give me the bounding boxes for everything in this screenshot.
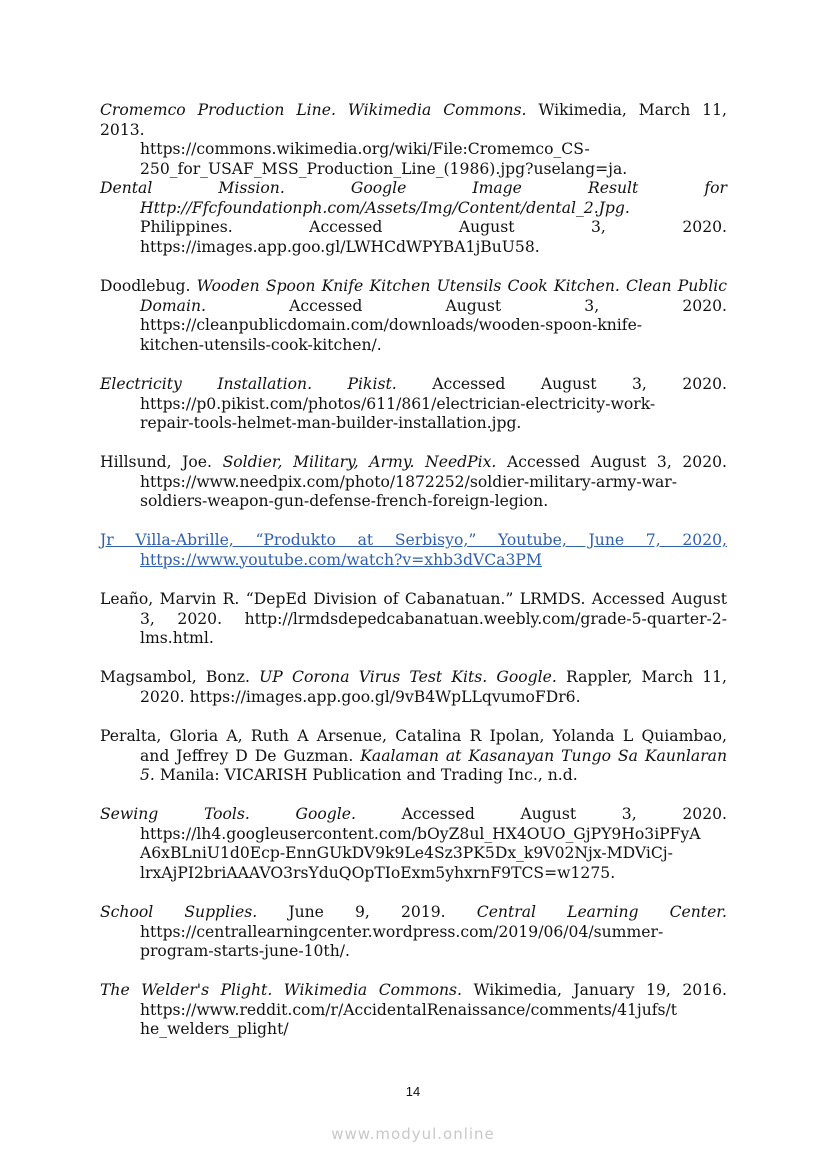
- text: lrxAjPI2briAAAVO3rsYduQOpTIoExm5yhxrnF9TCS=w1275.: [140, 863, 616, 882]
- reference-entry: [100, 101, 727, 179]
- text: Hillsund, Joe.: [100, 453, 223, 471]
- text: https://www.reddit.com/r/AccidentalRenaissance/comments/41jufs/t: [140, 1000, 678, 1019]
- reference-line: [100, 101, 727, 140]
- text: program-starts-june-10th/.: [140, 942, 350, 961]
- italic-text: Kaalaman at Kasanayan Tungo Sa Kaunlaran: [360, 746, 727, 765]
- text: lms.html.: [140, 629, 214, 648]
- italic-text: Http://Ffcfoundationph.com/Assets/Img/Content/dental_2.Jpg.: [140, 198, 630, 217]
- reference-line: [100, 825, 727, 845]
- reference-line: [100, 453, 727, 473]
- reference-entry: [100, 453, 727, 512]
- reference-line: [100, 981, 727, 1001]
- reference-line: [100, 1001, 727, 1021]
- reference-link-entry[interactable]: [100, 531, 727, 570]
- text: https://centrallearningcenter.wordpress.com/2019/06/04/summer-: [140, 922, 664, 941]
- text: Wikimedia, January 19, 2016.: [462, 981, 727, 999]
- reference-entry: [100, 668, 727, 707]
- italic-text: 5.: [140, 766, 155, 785]
- reference-line: [100, 199, 727, 219]
- text: June 9, 2019.: [257, 903, 477, 921]
- text: he_welders_plight/: [140, 1020, 289, 1039]
- text: 3, 2020. http://lrmdsdepedcabanatuan.weebly.com/grade-5-quarter-2-: [140, 609, 727, 628]
- reference-line: [100, 218, 727, 238]
- text: Jr Villa-Abrille, “Produkto at Serbisyo,” Youtube, June 7, 2020,: [100, 531, 727, 549]
- text: https://commons.wikimedia.org/wiki/File:Cromemco_CS-: [140, 140, 590, 159]
- text: kitchen-utensils-cook-kitchen/.: [140, 335, 382, 354]
- text: https://cleanpublicdomain.com/downloads/wooden-spoon-knife-: [140, 316, 643, 335]
- reference-line: [100, 923, 727, 943]
- italic-text: Domain.: [140, 296, 206, 315]
- reference-entry: [100, 590, 727, 649]
- text: https://www.youtube.com/watch?v=xhb3dVCa3PM: [140, 550, 542, 569]
- reference-line: [100, 375, 727, 395]
- reference-line: [100, 336, 727, 356]
- text: soldiers-weapon-gun-defense-french-foreign-legion.: [140, 492, 549, 511]
- reference-line: [100, 590, 727, 610]
- reference-line: [100, 414, 727, 434]
- italic-text: Sewing Tools. Google.: [100, 805, 356, 823]
- italic-text: The Welder's Plight. Wikimedia Commons.: [100, 981, 462, 999]
- text: 2020. https://images.app.goo.gl/9vB4WpLLqvumoFDr6.: [140, 687, 581, 706]
- text: A6xBLniU1d0Ecp-EnnGUkDV9k9Le4Sz3PK5Dx_k9V02Njx-MDViCj-: [140, 844, 673, 863]
- watermark: www.modyul.online: [331, 1125, 495, 1143]
- reference-line: [100, 844, 727, 864]
- text: https://images.app.goo.gl/LWHCdWPYBA1jBuU58.: [140, 237, 540, 256]
- reference-line: [100, 1020, 727, 1040]
- italic-text: Electricity Installation. Pikist.: [100, 375, 397, 393]
- reference-line: [100, 727, 727, 747]
- reference-line: [100, 140, 727, 160]
- reference-line: [100, 238, 727, 258]
- reference-entry: [100, 981, 727, 1040]
- reference-line: [100, 297, 727, 317]
- text: Peralta, Gloria A, Ruth A Arsenue, Catalina R Ipolan, Yolanda L Quiambao,: [100, 727, 727, 745]
- reference-line: [100, 277, 727, 297]
- text: Manila: VICARISH Publication and Trading Inc., n.d.: [154, 766, 578, 785]
- reference-line: [100, 316, 727, 336]
- text: Doodlebug.: [100, 277, 197, 295]
- text: Accessed August 3, 2020.: [205, 296, 727, 315]
- reference-line: [100, 747, 727, 767]
- text: Leaño, Marvin R. “DepEd Division of Cabanatuan.” LRMDS. Accessed August: [100, 590, 727, 608]
- text: Accessed August 3, 2020.: [355, 805, 727, 823]
- italic-text: UP Corona Virus Test Kits. Google.: [259, 668, 557, 686]
- reference-line: [100, 864, 727, 884]
- text: Philippines. Accessed August 3, 2020.: [140, 218, 727, 237]
- reference-line: [100, 668, 727, 688]
- text: https://www.needpix.com/photo/1872252/soldier-military-army-war-: [140, 472, 677, 491]
- italic-text: Central Learning Center.: [476, 903, 727, 921]
- text: repair-tools-helmet-man-builder-installation.jpg.: [140, 414, 522, 433]
- text: Accessed August 3, 2020.: [396, 375, 728, 393]
- text: https://lh4.googleusercontent.com/bOyZ8ul_HX4OUO_GjPY9Ho3iPFyA: [140, 824, 701, 843]
- reference-line: [100, 903, 727, 923]
- reference-line: [100, 942, 727, 962]
- reference-line: [100, 629, 727, 649]
- text: and Jeffrey D De Guzman.: [140, 746, 361, 765]
- italic-text: Cromemco Production Line. Wikimedia Commons.: [100, 101, 527, 119]
- reference-entry: [100, 277, 727, 355]
- reference-line: [100, 473, 727, 493]
- reference-line: [100, 179, 727, 199]
- reference-line: [100, 610, 727, 630]
- italic-text: Wooden Spoon Knife Kitchen Utensils Cook Kitchen. Clean Public: [196, 277, 727, 295]
- reference-entry: [100, 375, 727, 434]
- reference-line: [100, 766, 727, 786]
- reference-line: [100, 805, 727, 825]
- reference-line: [100, 395, 727, 415]
- text: Rappler, March 11,: [556, 668, 728, 686]
- reference-entry: [100, 903, 727, 962]
- reference-line: [100, 160, 727, 180]
- reference-entry: [100, 805, 727, 883]
- text: 250_for_USAF_MSS_Production_Line_(1986).jpg?uselang=ja.: [140, 159, 628, 178]
- italic-text: Soldier, Military, Army. NeedPix.: [222, 453, 497, 471]
- text: Accessed August 3, 2020.: [496, 453, 727, 471]
- reference-line: [100, 492, 727, 512]
- italic-text: Dental Mission. Google Image Result for: [100, 179, 727, 197]
- reference-entry: [100, 179, 727, 257]
- text: https://p0.pikist.com/photos/611/861/electrician-electricity-work-: [140, 394, 656, 413]
- page-number: 14: [405, 1084, 421, 1099]
- text: Magsambol, Bonz.: [100, 668, 260, 686]
- reference-line: [100, 688, 727, 708]
- text: Wikimedia, March 11, 2013.: [100, 101, 727, 139]
- reference-entry: [100, 727, 727, 786]
- reference-line: [100, 551, 727, 571]
- reference-line: [100, 531, 727, 551]
- italic-text: School Supplies.: [100, 903, 258, 921]
